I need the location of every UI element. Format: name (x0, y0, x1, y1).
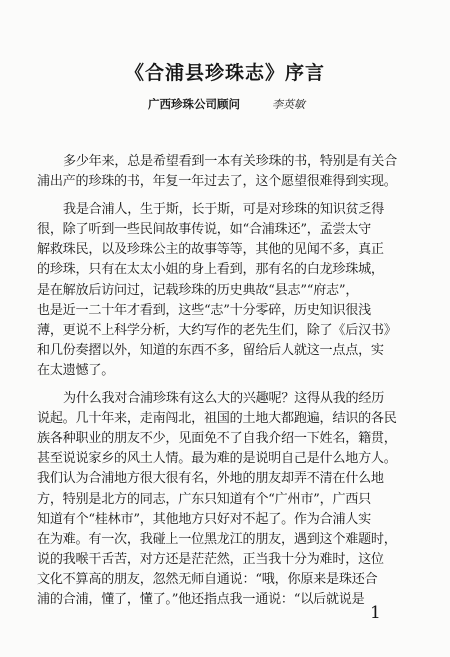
text-line: 浦出产的珍珠的书，年复一年过去了，这个愿望很难得到实现。 (37, 174, 397, 190)
text-line: 方，特别是北方的同志，广东只知道有个“广州市”，广西只 (37, 491, 371, 507)
byline-author: 李英敏 (272, 98, 306, 111)
text-line: 我是合浦人，生于斯，长于斯，可是对珍珠的知识贫乏得 (63, 202, 385, 218)
body-text (37, 152, 415, 610)
text-line: 和几份奏摺以外，知道的东西不多，留给后人就这一点点，实 (37, 342, 384, 358)
text-line: 多少年来，总是希望看到一本有关珍珠的书，特别是有关合 (63, 154, 397, 169)
text-line: 说起。几十年来，走南闯北，祖国的土地大都跑遍，结识的各民 (37, 411, 397, 427)
byline (148, 96, 305, 112)
text-line: 也是近一二十年才看到，这些“志”十分零碎，历史知识很浅 (37, 302, 371, 318)
text-line: 为什么我对合浦珍珠有这么大的兴趣呢？这得从我的经历 (63, 391, 385, 407)
text-line: 族各种职业的朋友不少，见面免不了自我介绍一下姓名，籍贯， (37, 431, 397, 447)
text-line: 是在解放后访问过，记载珍珠的历史典故“县志”“府志”， (37, 282, 359, 298)
paragraph-gap (37, 192, 415, 200)
text-line: 甚至说说家乡的风土人情。最为难的是说明自己是什么地方人。 (37, 451, 397, 467)
text-line: 在太遗憾了。 (37, 362, 115, 378)
text-line: 解救珠民，以及珍珠公主的故事等等，其他的见闻不多，真正 (37, 242, 384, 258)
text-line: 的珍珠，只有在太太小姐的身上看到，那有名的白龙珍珠城， (37, 262, 384, 278)
text-line: 说的我喉干舌苦，对方还是茫茫然，正当我十分为难时，这位 (37, 551, 384, 567)
page-title: 《合浦县珍珠志》序言 (124, 62, 325, 84)
page-number: 1 (370, 603, 381, 623)
paragraph-gap (37, 381, 415, 389)
text-line: 在为难。有一次，我碰上一位黑龙江的朋友，遇到这个难题时， (37, 531, 397, 547)
text-line: 知道有个“桂林市”，其他地方只好对不起了。作为合浦人实 (37, 511, 371, 527)
text-line: 薄，更说不上科学分析，大约写作的老先生们，除了《后汉书》 (37, 322, 397, 338)
byline-organization: 广西珍珠公司顾问 (148, 97, 240, 111)
text-line: 我们认为合浦地方很大很有名，外地的朋友却弄不清在什么地 (37, 471, 384, 487)
text-line: 文化不算高的朋友，忽然无师自通说：“哦，你原来是珠还合 (37, 571, 378, 587)
text-line: 浦的合浦，懂了，懂了。”他还指点我一通说：“以后就说是 (37, 591, 365, 607)
text-line: 很，除了听到一些民间故事传说，如“合浦珠还”，孟尝太守 (37, 222, 371, 238)
